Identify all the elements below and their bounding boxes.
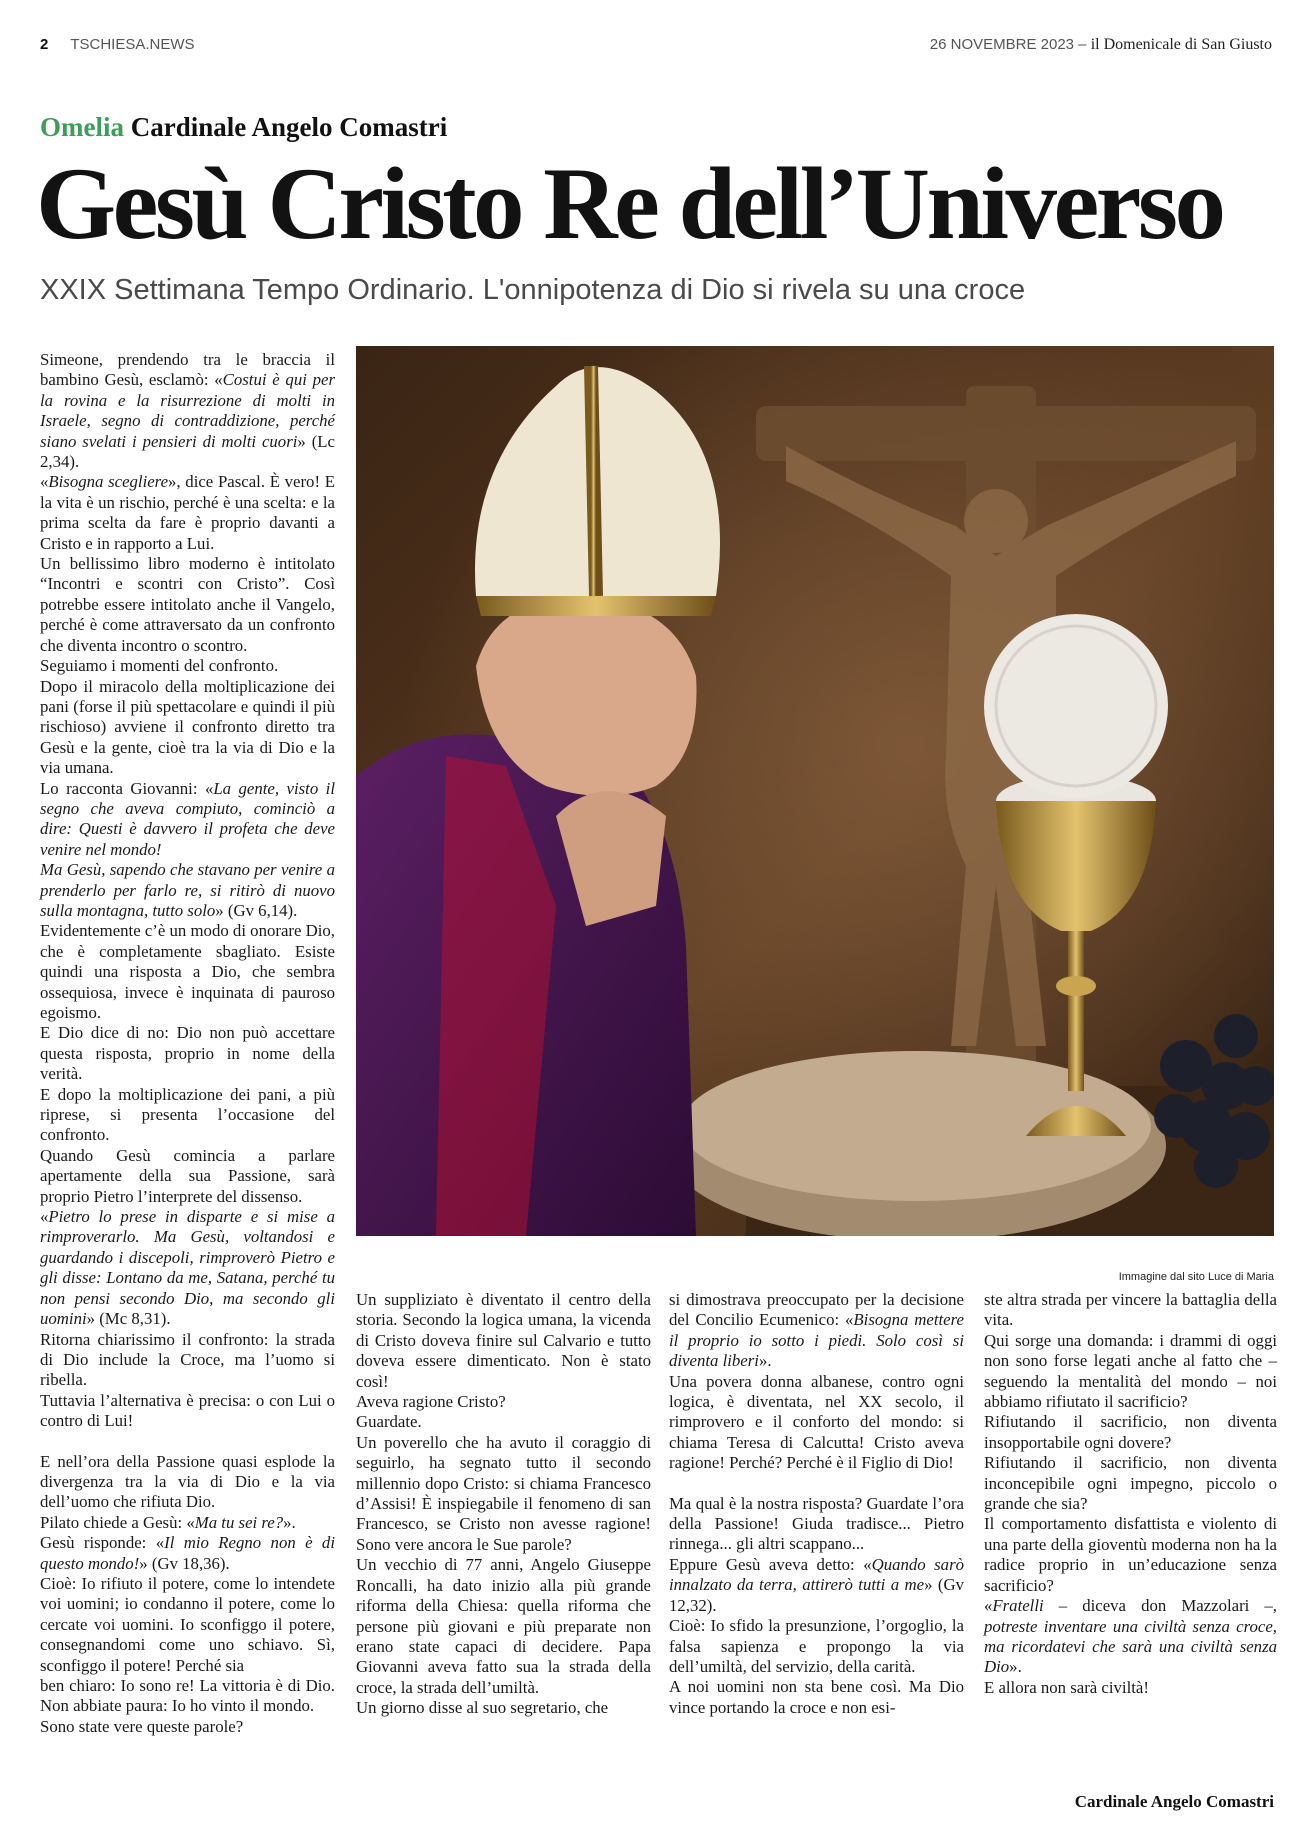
paragraph: Evidentemente c’è un modo di onorare Dio, che è completamente sbagliato. Esiste quindi una risposta a Dio, che sembra ossequiosa, invece è inquinata di pauroso egoismo. [40, 921, 335, 1022]
paragraph: Dopo il miracolo della moltiplicazione dei pani (forse il più spettacolare e quindi il più rischioso) avviene il confronto diretto tra Gesù e la gente, cioè tra la via di Dio e la via umana. [40, 676, 335, 778]
column-4 [984, 1290, 1277, 1698]
paragraph: Il comportamento disfattista e violento di una parte della gioventù moderna non ha la radice proprio in un’educazione senza sacrificio? [984, 1514, 1277, 1595]
paragraph: Un bellissimo libro moderno è intitolato “Incontri e scontri con Cristo”. Così potrebbe essere intitolato anche il Vangelo, perché è come attraversato da un confronto che diventa incontro o scontro. [40, 554, 335, 655]
site-name: TSCHIESA.NEWS [70, 36, 195, 53]
author-line: Cardinale Angelo Comastri [130, 112, 448, 142]
paragraph: Cioè: Io sfido la presunzione, l’orgoglio, la falsa sapienza e propongo la via dell’umiltà, del servizio, della carità. [669, 1616, 964, 1676]
paragraph: Un poverello che ha avuto il coraggio di seguirlo, ha segnato tutto il secondo millennio dopo Cristo: si chiama Francesco d’Assisi! È inspiegabile il fenomeno di san Francesco, se Cristo non avesse ragione! Sono vere ancora le Sue parole? [356, 1432, 651, 1554]
paragraph: E nell’ora della Passione quasi esplode la divergenza tra la via di Dio e la via dell’uomo che rifiuta Dio. [40, 1451, 335, 1512]
paragraph: Simeone, prendendo tra le braccia il bambino Gesù, esclamò: «Costui è qui per la rovina e la risurrezione di molti in Israele, segno di contraddizione, perché siano svelati i pensieri di molti cuori» (Lc 2,34). [40, 350, 336, 472]
paragraph: Gesù risponde: «Il mio Regno non è di questo mondo!» (Gv 18,36). [40, 1533, 335, 1573]
issue-date: 26 NOVEMBRE 2023 – [929, 36, 1091, 53]
paragraph: Un vecchio di 77 anni, Angelo Giuseppe Roncalli, ha dato inizio alla più grande riforma della Chiesa: quella riforma che persone più giovani e più preparate non erano state capaci di decidere. Papa Giovanni aveva fatto sua la strada della croce, la strada dell’umiltà. [356, 1555, 651, 1697]
paragraph: Cioè: Io rifiuto il potere, come lo intendete voi uomini; io condanno il potere, come lo cercate voi uomini. Io sconfiggo il potere, consegnandomi come uno schiavo. Sì, sconfiggo il potere! Perché sia [40, 1573, 335, 1675]
paragraph: Tuttavia l’alternativa è precisa: o con Lui o contro di Lui! [40, 1390, 335, 1431]
column-3 [669, 1290, 964, 1718]
paragraph: «Bisogna scegliere», dice Pascal. È vero! E la vita è un rischio, perché è una scelta: e la prima scelta da fare è proprio davanti a Cristo e in rapporto a Lui. [40, 472, 335, 553]
paragraph: «Pietro lo prese in disparte e si mise a rimproverarlo. Ma Gesù, voltandosi e guardando i discepoli, rimproverò Pietro e gli disse: Lontano da me, Satana, perché tu non pensi secondo Dio, ma secondo gli uomini» (Mc 8,31). [40, 1207, 335, 1329]
paragraph: Un suppliziato è diventato il centro della storia. Secondo la logica umana, la vicenda di Cristo doveva finire sul Calvario e tutto doveva essere dimenticato. Non è stato così! [356, 1290, 651, 1391]
paragraph: E Dio dice di no: Dio non può accettare questa risposta, proprio in nome della verità. [40, 1023, 335, 1084]
paragraph: Pilato chiede a Gesù: «Ma tu sei re?». [40, 1512, 296, 1532]
paragraph: Lo racconta Giovanni: «La gente, visto il segno che aveva compiuto, cominciò a dire: Questi è davvero il profeta che deve venire nel mondo! [40, 778, 335, 859]
running-header [40, 36, 1272, 58]
issue-info [930, 36, 1272, 54]
paragraph: Qui sorge una domanda: i drammi di oggi non sono forse legati anche al fatto che – seguendo la mentalità del mondo – noi abbiamo rifiutato il sacrificio? [984, 1330, 1277, 1412]
publication-name: il Domenicale di San Giusto [1090, 36, 1272, 53]
paragraph: E dopo la moltiplicazione dei pani, a più riprese, si presenta l’occasione del confronto. [40, 1084, 335, 1145]
page-number: 2 [40, 36, 49, 53]
paragraph: «Fratelli – diceva don Mazzolari –, potreste inventare una civiltà senza croce, ma ricordatevi che sarà una civiltà senza Dio». [984, 1596, 1277, 1677]
image-caption: Immagine dal sito Luce di Maria [1118, 1271, 1274, 1283]
paragraph: Ritorna chiarissimo il confronto: la strada di Dio include la Croce, ma l’uomo si ribella. [40, 1329, 335, 1390]
paragraph: ben chiaro: Io sono re! La vittoria è di Dio. Non abbiate paura: Io ho vinto il mondo. [40, 1676, 335, 1716]
paragraph: E allora non sarà civiltà! [984, 1677, 1149, 1697]
paragraph: ste altra strada per vincere la battaglia della vita. [984, 1290, 1277, 1330]
paragraph: Ma qual è la nostra risposta? Guardate l’ora della Passione! Giuda tradisce... Pietro rinnega... gli altri scappano... [669, 1493, 964, 1554]
headline: Gesù Cristo Re dell’Universo [36, 147, 1223, 261]
paragraph: Rifiutando il sacrificio, non diventa inconcepibile ogni impegno, piccolo o grande che sia? [984, 1453, 1277, 1514]
column-2 [356, 1290, 651, 1719]
kicker [40, 112, 447, 143]
paragraph: Quando Gesù comincia a parlare apertamente della sua Passione, sarà proprio Pietro l’interprete del dissenso. [40, 1145, 335, 1206]
paragraph: Aveva ragione Cristo? [356, 1392, 506, 1412]
paragraph: Guardate. [356, 1412, 422, 1432]
article-photo [356, 346, 1274, 1236]
paragraph: Una povera donna albanese, contro ogni logica, è diventata, nel XX secolo, il rimprovero e il conforto del mondo: si chiama Teresa di Calcutta! Cristo aveva ragione! Perché? Perché è il Figlio di Dio! [669, 1371, 964, 1473]
paragraph: si dimostrava preoccupato per la decisione del Concilio Ecumenico: «Bisogna mettere il proprio io sotto i piedi. Solo così si diventa liberi». [669, 1290, 964, 1371]
paragraph: Eppure Gesù aveva detto: «Quando sarò innalzato da terra, attirerò tutti a me» (Gv 12,32). [669, 1554, 964, 1615]
paragraph: Un giorno disse al suo segretario, che [356, 1698, 609, 1718]
paragraph: Ma Gesù, sapendo che stavano per venire a prenderlo per farlo re, si ritirò di nuovo sulla montagna, tutto solo» (Gv 6,14). [40, 860, 335, 920]
paragraph: A noi uomini non sta bene così. Ma Dio vince portando la croce e non esi- [669, 1677, 964, 1717]
signature: Cardinale Angelo Comastri [1074, 1792, 1274, 1811]
paragraph: Seguiamo i momenti del confronto. [40, 656, 279, 676]
section-label: Omelia [40, 112, 124, 142]
column-1 [40, 350, 335, 1737]
subtitle: XXIX Settimana Tempo Ordinario. L'onnipotenza di Dio si rivela su una croce [40, 274, 1026, 306]
paragraph: Sono state vere queste parole? [40, 1716, 244, 1736]
paragraph: Rifiutando il sacrificio, non diventa insopportabile ogni dovere? [984, 1412, 1277, 1452]
